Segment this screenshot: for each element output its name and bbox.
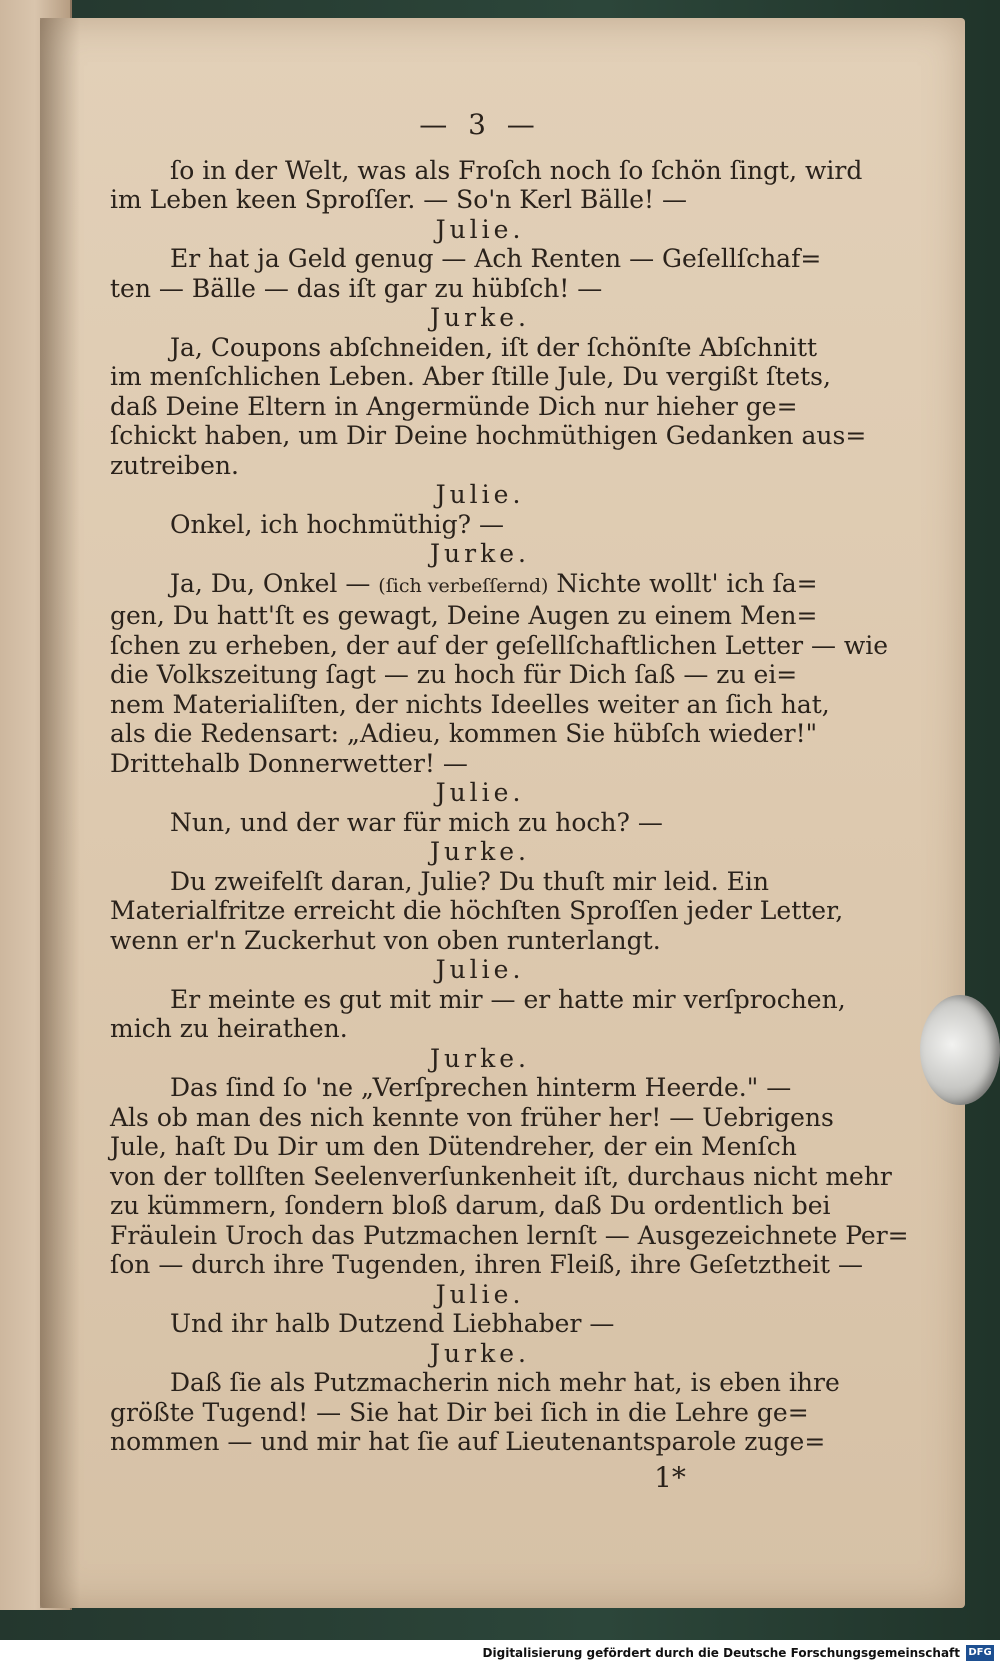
text-line: wenn er'n Zuckerhut von oben runterlangt.: [110, 925, 661, 955]
text-line: Das ſind ſo 'ne „Verſprechen hinterm Heerde." —: [170, 1073, 792, 1102]
text-line: die Volkszeitung ſagt — zu hoch für Dich ſaß — zu ei=: [110, 660, 798, 689]
dialogue-paragraph: [110, 867, 850, 956]
stage-direction: (ſich verbeſſernd): [378, 574, 549, 597]
speaker-name: Julie.: [435, 1279, 525, 1309]
text-line: größte Tugend! — Sie hat Dir bei ſich in die Lehre ge=: [110, 1397, 809, 1427]
speaker-name: Julie.: [435, 214, 525, 244]
dfg-logo: DFG: [966, 1645, 994, 1661]
text-line: im menſchlichen Leben. Aber ſtille Jule, Du vergißt ſtets,: [110, 362, 831, 391]
dialogue-paragraph: [110, 1368, 850, 1457]
speaker-name: Jurke.: [430, 1338, 530, 1368]
text-line: Fräulein Uroch das Putzmachen lernſt — Ausgezeichnete Per=: [110, 1220, 909, 1250]
dialogue-paragraph: [110, 985, 850, 1044]
signature-mark: 1*: [654, 1460, 686, 1494]
text-line: Materialfritze erreicht die höchſten Sproſſen jeder Letter,: [110, 896, 844, 925]
page-number: — 3 —: [419, 108, 541, 141]
funding-notice: Digitalisierung gefördert durch die Deutsche Forschungsgemeinschaft: [482, 1646, 960, 1660]
text-line: ſchickt haben, um Dir Deine hochmüthigen Gedanken aus=: [110, 421, 867, 450]
text-line: nommen — und mir hat ſie auf Lieutenantsparole zuge=: [110, 1427, 826, 1456]
text-line: mich zu heirathen.: [110, 1014, 348, 1043]
text-line: Ja, Coupons abſchneiden, iſt der ſchönſte Abſchnitt: [170, 332, 818, 362]
text-line: ſchen zu erheben, der auf der geſellſchaftlichen Letter — wie: [110, 630, 889, 660]
dialogue-paragraph: [110, 155, 863, 215]
text-line: zutreiben.: [110, 450, 239, 480]
speaker-name: Jurke.: [430, 837, 530, 866]
dialogue-paragraph: [110, 1309, 850, 1339]
speaker-name: Jurke.: [430, 539, 530, 568]
dialogue-paragraph: [110, 510, 850, 540]
text-fragment: Ja, Du, Onkel —: [170, 568, 379, 598]
speaker-name: Julie.: [435, 778, 525, 807]
text-line: ſon — durch ihre Tugenden, ihren Fleiß, ihre Geſetztheit —: [110, 1250, 864, 1279]
text-line: Nun, und der war für mich zu hoch? —: [170, 807, 663, 837]
text-line: Jule, haſt Du Dir um den Dütendreher, der ein Menſch: [110, 1132, 797, 1161]
text-line: im Leben keen Sproſſer. — So'n Kerl Bälle! —: [110, 185, 688, 214]
text-line: nem Materialiſten, der nichts Ideelles weiter an ſich hat,: [110, 689, 830, 719]
text-line: ſo in der Welt, was als Froſch noch ſo ſchön ſingt, wird: [170, 155, 863, 185]
dialogue-paragraph: [110, 244, 850, 303]
text-line: Er meinte es gut mit mir — er hatte mir verſprochen,: [170, 984, 846, 1014]
page-text: [110, 108, 909, 1494]
text-line: als die Redensart: „Adieu, kommen Sie hübſch wieder!": [110, 719, 818, 748]
text-blocks: [110, 155, 909, 1457]
speaker-name: Jurke.: [430, 1043, 530, 1073]
text-line: Er hat ja Geld genug — Ach Renten — Geſellſchaf=: [170, 244, 822, 273]
text-line: Onkel, ich hochmüthig? —: [170, 509, 505, 539]
dialogue-paragraph: [110, 332, 867, 481]
text-line: Du zweifelſt daran, Julie? Du thuſt mir leid. Ein: [170, 866, 769, 896]
dialogue-paragraph: [110, 1073, 909, 1280]
metal-clip: [920, 995, 1000, 1105]
gutter-shadow: [40, 18, 80, 1608]
speaker-name: Jurke.: [430, 303, 530, 332]
text-line: von der tollſten Seelenverſunkenheit iſt, durchaus nicht mehr: [110, 1161, 892, 1191]
text-fragment: Nichte wollt' ich ſa=: [548, 568, 818, 598]
dialogue-paragraph: [110, 568, 889, 779]
text-line: gen, Du hatt'ſt es gewagt, Deine Augen zu einem Men=: [110, 601, 818, 630]
text-line: Als ob man des nich kennte von früher her! — Uebrigens: [110, 1102, 834, 1132]
speaker-name: Julie.: [435, 955, 525, 984]
dialogue-paragraph: [110, 808, 850, 838]
footer-bar: [0, 1640, 1000, 1668]
text-line: [110, 569, 850, 602]
text-line: zu kümmern, ſondern bloß darum, daß Du ordentlich bei: [110, 1191, 831, 1220]
text-line: daß Deine Eltern in Angermünde Dich nur hieher ge=: [110, 391, 798, 421]
text-line: Und ihr halb Dutzend Liebhaber —: [170, 1309, 615, 1338]
text-line: Daß ſie als Putzmacherin nich mehr hat, is eben ihre: [170, 1368, 840, 1397]
text-line: Drittehalb Donnerwetter! —: [110, 748, 468, 778]
speaker-name: Julie.: [435, 480, 525, 509]
text-line: ten — Bälle — das iſt gar zu hübſch! —: [110, 273, 603, 303]
